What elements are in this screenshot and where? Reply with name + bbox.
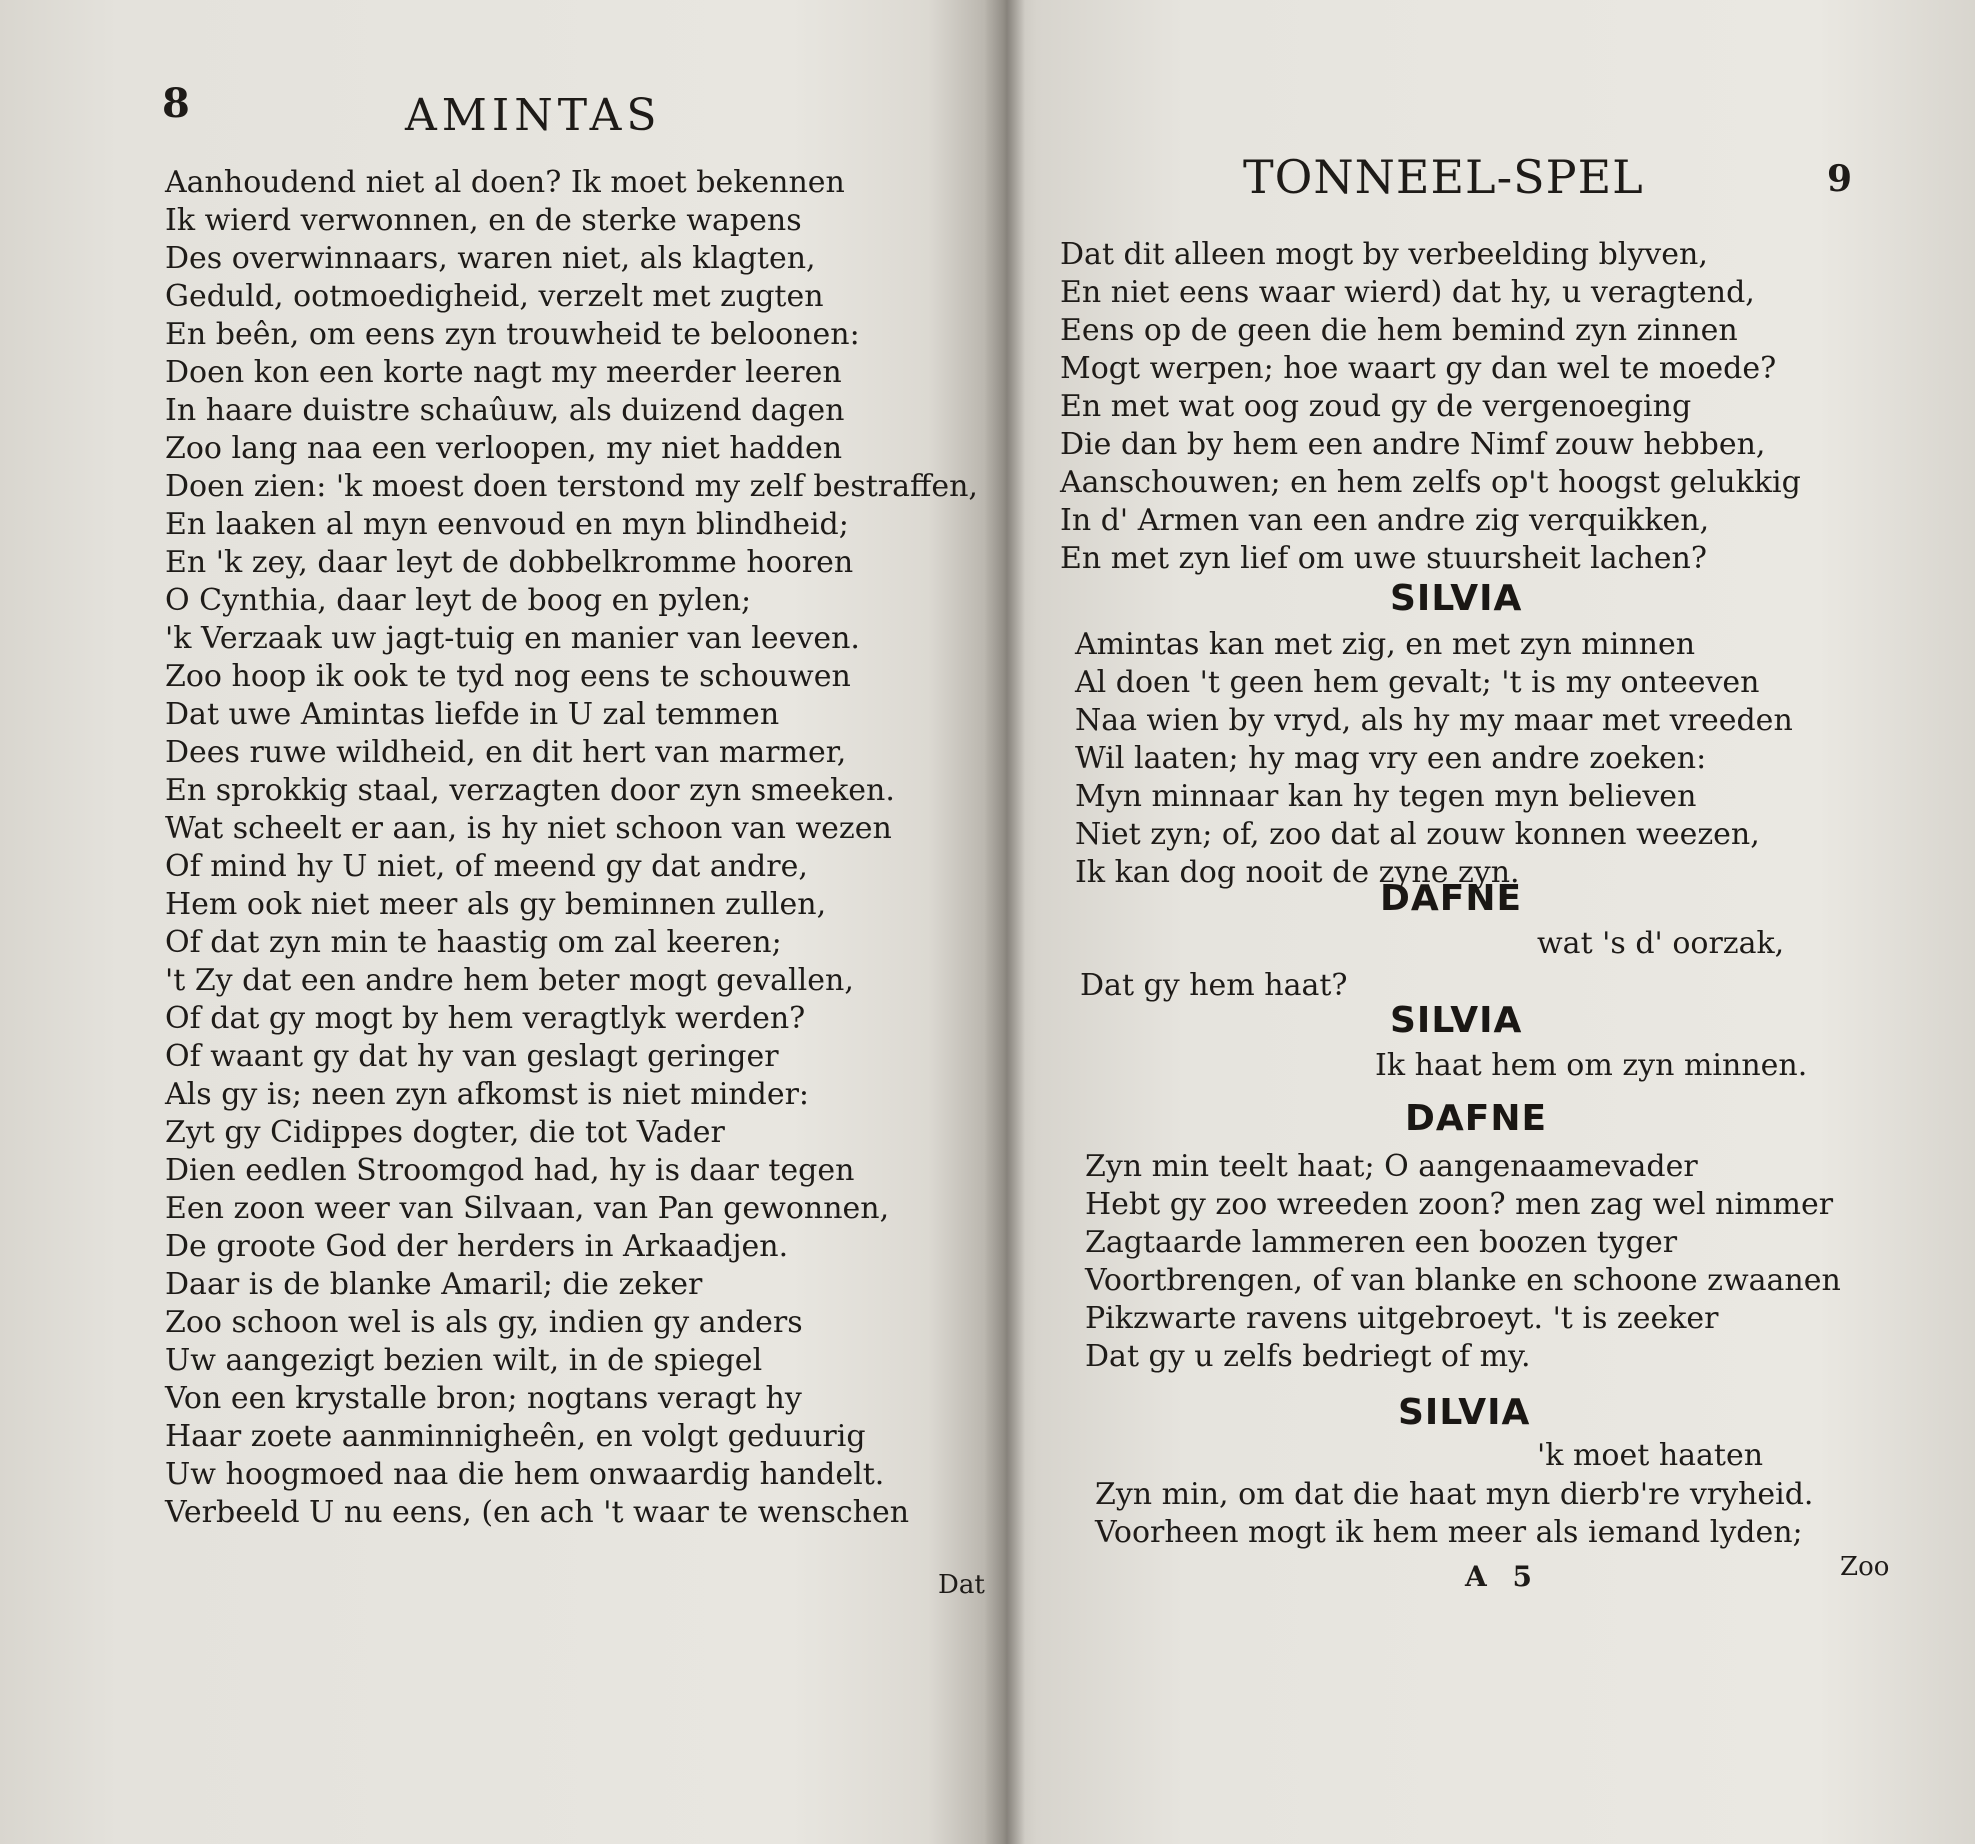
verse-lines (1085, 1148, 1841, 1376)
verse-line: 't Zy dat een andre hem beter mogt gevallen, (165, 963, 854, 998)
verse-line: Aanhoudend niet al doen? Ik moet bekennen (165, 165, 845, 200)
verse-line: Zoo lang naa een verloopen, my niet hadden (165, 431, 843, 466)
verse-line: Eens op de geen die hem bemind zyn zinnen (1060, 313, 1738, 348)
signature-mark: A 5 (1465, 1560, 1540, 1593)
verse-line: 'k moet haaten (1537, 1438, 1764, 1473)
verse-line: Dees ruwe wildheid, en dit hert van marmer, (165, 735, 847, 770)
verse-line: Of mind hy U niet, of meend gy dat andre, (165, 849, 808, 884)
verse-line: Of dat gy mogt by hem veragtlyk werden? (165, 1001, 806, 1036)
verse-line: Verbeeld U nu eens, (en ach 't waar te wenschen (165, 1495, 910, 1530)
verse-line: Von een krystalle bron; nogtans veragt hy (165, 1381, 802, 1416)
verse-line: Uw aangezigt bezien wilt, in de spiegel (165, 1343, 763, 1378)
verse-line: Wil laaten; hy mag vry een andre zoeken: (1075, 741, 1707, 776)
verse-line: Daar is de blanke Amaril; die zeker (165, 1267, 703, 1302)
verse-line: En laaken al myn eenvoud en myn blindheid; (165, 507, 849, 542)
verse-line: Niet zyn; of, zoo dat al zouw konnen weezen, (1075, 817, 1760, 852)
verse-line: Ik haat hem om zyn minnen. (1375, 1048, 1808, 1083)
verse-line: Of dat zyn min te haastig om zal keeren; (165, 925, 782, 960)
verse-line: 'k Verzaak uw jagt-tuig en manier van leeven. (165, 621, 860, 656)
verse-line: Uw hoogmoed naa die hem onwaardig handelt. (165, 1457, 885, 1492)
verse-line: Die dan by hem een andre Nimf zouw hebben, (1060, 427, 1766, 462)
verse-line: Doen zien: 'k moest doen terstond my zelf bestraffen, (165, 469, 978, 504)
verse-line: Als gy is; neen zyn afkomst is niet minder: (165, 1077, 810, 1112)
verse-line: Geduld, ootmoedigheid, verzelt met zugten (165, 279, 824, 314)
verse-lines (165, 164, 978, 1532)
verse-line: Hebt gy zoo wreeden zoon? men zag wel nimmer (1085, 1187, 1834, 1222)
verse-line: Dat gy u zelfs bedriegt of my. (1085, 1339, 1531, 1374)
verse-line: Pikzwarte ravens uitgebroeyt. 't is zeeker (1085, 1301, 1719, 1336)
verse-line: Zyn min teelt haat; O aangenaamevader (1085, 1149, 1698, 1184)
verse-lines (1060, 236, 1801, 578)
verse-line: En met zyn lief om uwe stuursheit lachen? (1060, 541, 1707, 576)
verse-line: Myn minnaar kan hy tegen myn believen (1075, 779, 1697, 814)
verse-line: Dat gy hem haat? (1080, 968, 1348, 1003)
running-head: TONNEEL-SPEL (1243, 150, 1644, 204)
verse-line: Aanschouwen; en hem zelfs op't hoogst gelukkig (1060, 465, 1801, 500)
verse-line: In d' Armen van een andre zig verquikken, (1060, 503, 1710, 538)
verse-line: Zagtaarde lammeren een boozen tyger (1085, 1225, 1678, 1260)
verse-lines (1075, 626, 1793, 892)
catchword: Zoo (1840, 1552, 1890, 1582)
verse-line: Zyn min, om dat die haat myn dierb're vryheid. (1095, 1477, 1814, 1512)
verse-line: De groote God der herders in Arkaadjen. (165, 1229, 789, 1264)
verse-line: Mogt werpen; hoe waart gy dan wel te moede? (1060, 351, 1777, 386)
verse-lines (1095, 1476, 1813, 1552)
verse-line: Naa wien by vryd, als hy my maar met vreeden (1075, 703, 1793, 738)
speaker-heading: SILVIA (1398, 1392, 1531, 1433)
catchword: Dat (938, 1570, 985, 1600)
verse-line: Zoo schoon wel is als gy, indien gy anders (165, 1305, 803, 1340)
verse-line: Zyt gy Cidippes dogter, die tot Vader (165, 1115, 725, 1150)
verse-line: Dat uwe Amintas liefde in U zal temmen (165, 697, 780, 732)
verse-line: Dien eedlen Stroomgod had, hy is daar tegen (165, 1153, 855, 1188)
verse-line: wat 's d' oorzak, (1537, 926, 1785, 961)
verse-line: Voortbrengen, of van blanke en schoone zwaanen (1085, 1263, 1841, 1298)
verse-line: Doen kon een korte nagt my meerder leeren (165, 355, 842, 390)
verse-line: Zoo hoop ik ook te tyd nog eens te schouwen (165, 659, 851, 694)
verse-line: Dat dit alleen mogt by verbeelding blyven, (1060, 237, 1708, 272)
verse-line: O Cynthia, daar leyt de boog en pylen; (165, 583, 752, 618)
verse-line: En sprokkig staal, verzagten door zyn smeeken. (165, 773, 895, 808)
verse-line: Amintas kan met zig, en met zyn minnen (1075, 627, 1696, 662)
speaker-heading: SILVIA (1390, 578, 1523, 619)
verse-line: En met wat oog zoud gy de vergenoeging (1060, 389, 1692, 424)
verse-line: Voorheen mogt ik hem meer als iemand lyden; (1095, 1515, 1803, 1550)
page-number: 8 (162, 80, 190, 127)
verse-line: En niet eens waar wierd) dat hy, u veragtend, (1060, 275, 1755, 310)
verse-line: En 'k zey, daar leyt de dobbelkromme hooren (165, 545, 854, 580)
verse-line: Ik kan dog nooit de zyne zyn. (1075, 855, 1520, 890)
verse-line: Wat scheelt er aan, is hy niet schoon van wezen (165, 811, 892, 846)
verse-line: In haare duistre schaûuw, als duizend dagen (165, 393, 845, 428)
verse-line: Al doen 't geen hem gevalt; 't is my onteeven (1075, 665, 1760, 700)
speaker-heading: DAFNE (1380, 878, 1523, 919)
verse-line: Des overwinnaars, waren niet, als klagten, (165, 241, 816, 276)
verse-line: En beên, om eens zyn trouwheid te beloonen: (165, 317, 860, 352)
verse-line: Een zoon weer van Silvaan, van Pan gewonnen, (165, 1191, 890, 1226)
right-page (1005, 0, 1975, 1844)
page-number: 9 (1827, 158, 1853, 200)
speaker-heading: DAFNE (1405, 1098, 1548, 1139)
verse-line: Hem ook niet meer als gy beminnen zullen, (165, 887, 827, 922)
running-head: AMINTAS (405, 90, 662, 141)
speaker-heading: SILVIA (1390, 1000, 1523, 1041)
verse-line: Ik wierd verwonnen, en de sterke wapens (165, 203, 802, 238)
verse-line: Haar zoete aanminnigheên, en volgt geduurig (165, 1419, 866, 1454)
verse-line: Of waant gy dat hy van geslagt geringer (165, 1039, 779, 1074)
